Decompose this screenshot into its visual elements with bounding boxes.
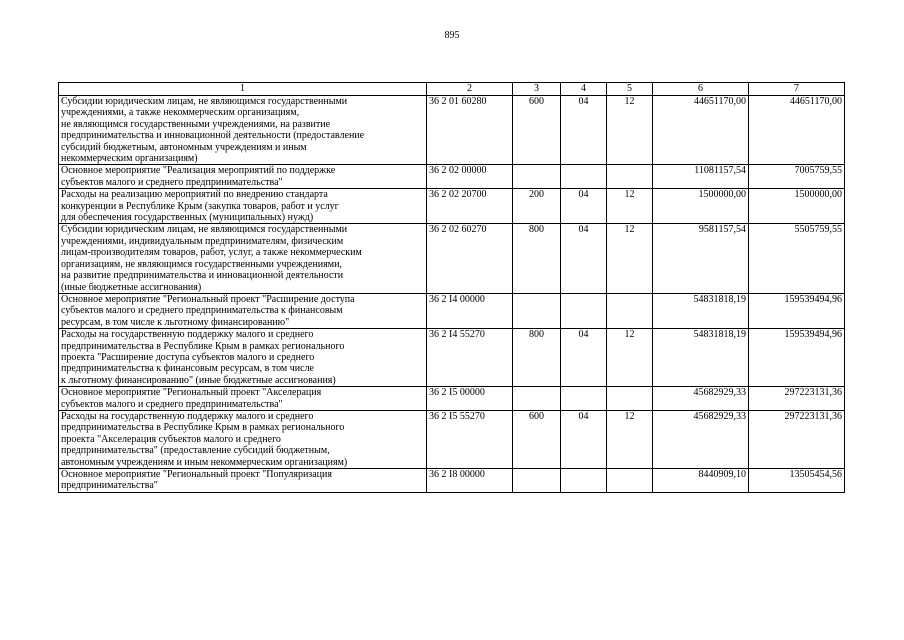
row-expense-type: 600	[513, 410, 561, 468]
row-subsection: 12	[607, 329, 653, 387]
row-amount-col6: 9581157,54	[653, 224, 749, 293]
row-code: 36 2 02 20700	[427, 189, 513, 224]
row-code: 36 2 01 60280	[427, 96, 513, 165]
row-amount-col6: 8440909,10	[653, 469, 749, 493]
row-name: Расходы на реализацию мероприятий по внедрению стандарта конкуренции в Республике Крым (закупка товаров, работ и услуг для обеспечения государственных (муниципальных) нужд)	[59, 189, 427, 224]
row-expense-type	[513, 387, 561, 411]
row-amount-col7: 159539494,96	[749, 329, 845, 387]
row-amount-col7: 7005759,55	[749, 165, 845, 189]
row-name: Основное мероприятие "Реализация мероприятий по поддержке субъектов малого и среднего предпринимательства"	[59, 165, 427, 189]
column-header: 1	[59, 83, 427, 96]
row-name: Основное мероприятие "Региональный проект "Популяризация предпринимательства"	[59, 469, 427, 493]
row-amount-col6: 54831818,19	[653, 329, 749, 387]
row-section	[561, 293, 607, 328]
row-amount-col6: 11081157,54	[653, 165, 749, 189]
column-header: 6	[653, 83, 749, 96]
row-subsection: 12	[607, 224, 653, 293]
row-name: Субсидии юридическим лицам, не являющимся государственными учреждениями, а также некоммерческим организациям, не являющимся государственными учреждениями, на развитие предпринимательства и инновационной деятельности (предоставление субсидий бюджетным, автономным учреждениям и иным некоммерческим организациям)	[59, 96, 427, 165]
row-subsection	[607, 165, 653, 189]
row-subsection	[607, 469, 653, 493]
row-section	[561, 469, 607, 493]
row-amount-col7: 13505454,56	[749, 469, 845, 493]
row-amount-col7: 297223131,36	[749, 387, 845, 411]
row-section: 04	[561, 410, 607, 468]
row-amount-col6: 1500000,00	[653, 189, 749, 224]
row-section	[561, 165, 607, 189]
column-header: 3	[513, 83, 561, 96]
table-row	[59, 329, 845, 387]
row-code: 36 2 I5 00000	[427, 387, 513, 411]
row-expense-type: 800	[513, 224, 561, 293]
row-expense-type	[513, 293, 561, 328]
row-name: Субсидии юридическим лицам, не являющимся государственными учреждениями, индивидуальным предпринимателям, физическим лицам-производителям товаров, работ, услуг, а также некоммерческим организациям, не являющимся государственными учреждениями, на развитие предпринимательства и инновационной деятельности (иные бюджетные ассигнования)	[59, 224, 427, 293]
row-amount-col6: 44651170,00	[653, 96, 749, 165]
row-code: 36 2 I5 55270	[427, 410, 513, 468]
row-section: 04	[561, 329, 607, 387]
table-row	[59, 469, 845, 493]
table-row	[59, 189, 845, 224]
row-code: 36 2 I4 55270	[427, 329, 513, 387]
row-section	[561, 387, 607, 411]
column-header: 7	[749, 83, 845, 96]
row-subsection: 12	[607, 189, 653, 224]
table-row	[59, 410, 845, 468]
budget-table	[58, 82, 845, 493]
row-amount-col6: 45682929,33	[653, 410, 749, 468]
row-subsection	[607, 293, 653, 328]
row-expense-type: 800	[513, 329, 561, 387]
row-expense-type	[513, 469, 561, 493]
table-row	[59, 293, 845, 328]
row-name: Расходы на государственную поддержку малого и среднего предпринимательства в Республике Крым в рамках регионального проекта "Расширение доступа субъектов малого и среднего предпринимательства к финансовым ресурсам, в том числе к льготному финансированию" (иные бюджетные ассигнования)	[59, 329, 427, 387]
row-amount-col7: 1500000,00	[749, 189, 845, 224]
row-code: 36 2 I8 00000	[427, 469, 513, 493]
row-subsection	[607, 387, 653, 411]
page-number: 895	[444, 30, 460, 41]
row-code: 36 2 02 60270	[427, 224, 513, 293]
row-name: Расходы на государственную поддержку малого и среднего предпринимательства в Республике Крым в рамках регионального проекта "Акселерация субъектов малого и среднего предпринимательства" (предоставление субсидий бюджетным, автономным учреждениям и иным некоммерческим организациям)	[59, 410, 427, 468]
row-section: 04	[561, 189, 607, 224]
row-section: 04	[561, 224, 607, 293]
row-amount-col6: 54831818,19	[653, 293, 749, 328]
row-amount-col6: 45682929,33	[653, 387, 749, 411]
row-expense-type	[513, 165, 561, 189]
table-row	[59, 224, 845, 293]
row-amount-col7: 159539494,96	[749, 293, 845, 328]
row-amount-col7: 297223131,36	[749, 410, 845, 468]
row-name: Основное мероприятие "Региональный проект "Расширение доступа субъектов малого и среднего предпринимательства к финансовым ресурсам, в том числе к льготному финансированию"	[59, 293, 427, 328]
row-amount-col7: 5505759,55	[749, 224, 845, 293]
row-expense-type: 600	[513, 96, 561, 165]
row-amount-col7: 44651170,00	[749, 96, 845, 165]
row-code: 36 2 02 00000	[427, 165, 513, 189]
row-section: 04	[561, 96, 607, 165]
row-code: 36 2 I4 00000	[427, 293, 513, 328]
table-row	[59, 387, 845, 411]
column-header: 2	[427, 83, 513, 96]
table-row	[59, 96, 845, 165]
row-expense-type: 200	[513, 189, 561, 224]
row-subsection: 12	[607, 96, 653, 165]
row-subsection: 12	[607, 410, 653, 468]
column-header: 4	[561, 83, 607, 96]
table-row	[59, 165, 845, 189]
row-name: Основное мероприятие "Региональный проект "Акселерация субъектов малого и среднего предпринимательства"	[59, 387, 427, 411]
column-header: 5	[607, 83, 653, 96]
header-row	[59, 83, 845, 96]
